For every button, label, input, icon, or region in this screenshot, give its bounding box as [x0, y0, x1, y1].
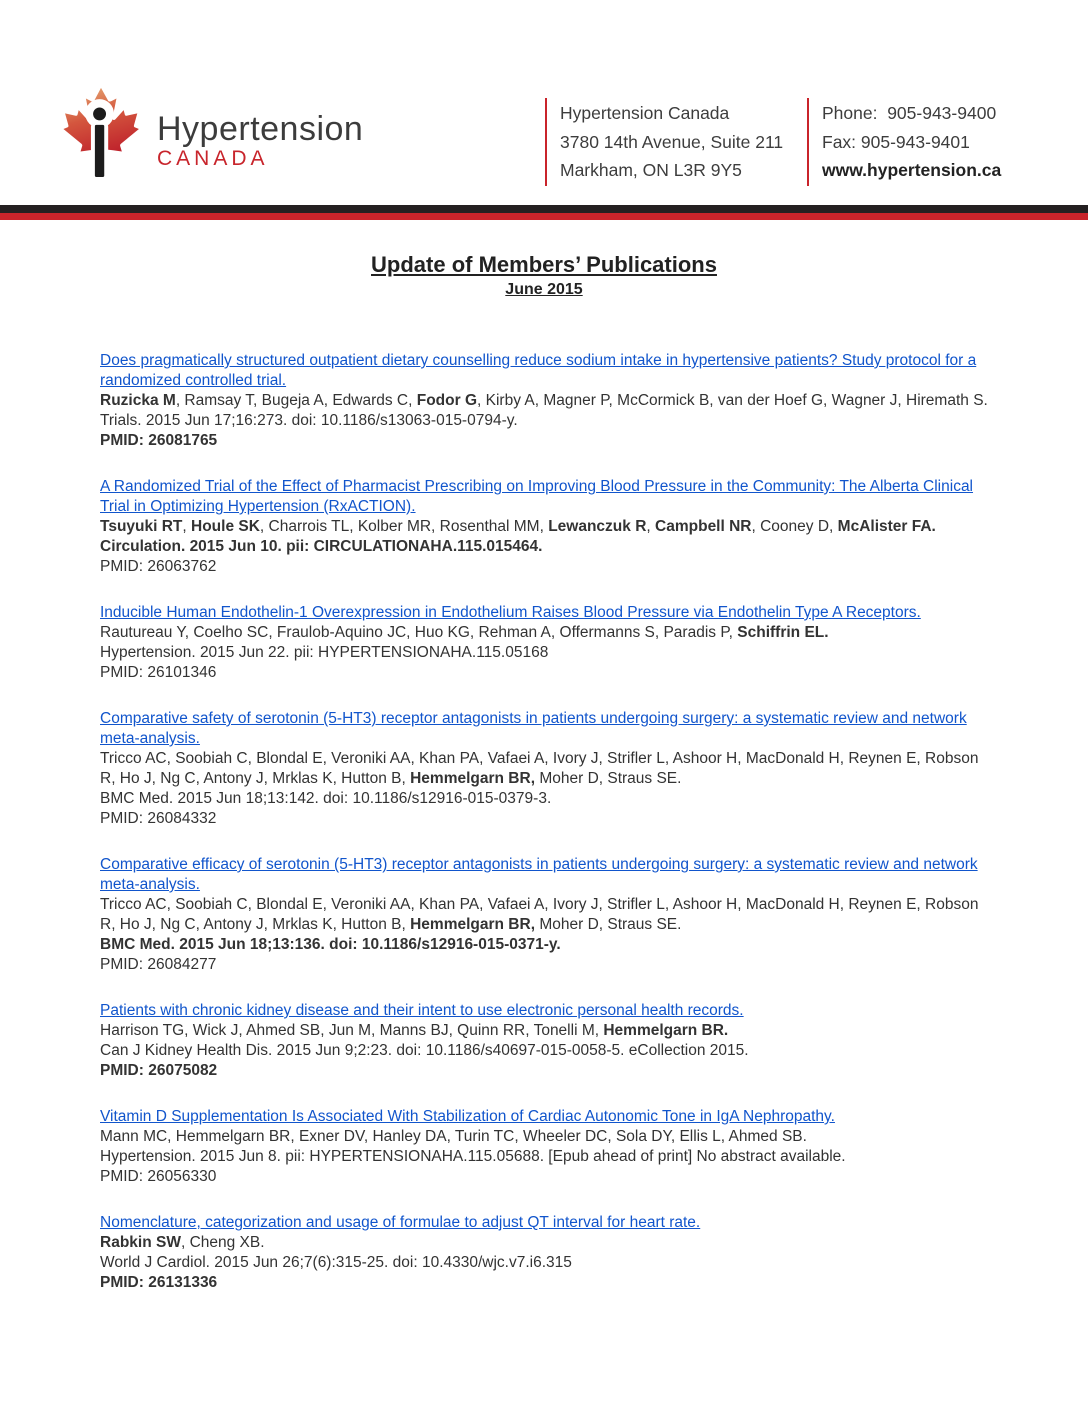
publication-pmid: PMID: 26081765 — [100, 432, 218, 449]
publication-pmid: PMID: 26075082 — [100, 1062, 218, 1079]
fax-number: Fax: 905-943-9401 — [822, 131, 970, 152]
address-street: 3780 14th Avenue, Suite 211 — [560, 131, 784, 152]
author-member-highlight: Rabkin SW — [100, 1234, 181, 1251]
publication-citation: Hypertension. 2015 Jun 22. pii: HYPERTENSIONAHA.115.05168 — [100, 644, 549, 661]
author-text: , Charrois TL, Kolber MR, Rosenthal MM, — [259, 518, 549, 535]
author-member-highlight: Ruzicka M — [100, 392, 176, 409]
publication-pmid: PMID: 26063762 — [100, 558, 217, 575]
author-member-highlight: Campbell NR — [655, 518, 752, 535]
author-text: Tricco AC, Soobiah C, Blondal E, Veroniki AA, Khan PA, Vafaei A, Ivory J, Strifler L, Ashoor H, MacDonald H, Reynen E, Robson R, Ho J, Ng C, Antony J, Mrklas K, Hutton B, — [100, 750, 979, 787]
publication-title-link[interactable]: Inducible Human Endothelin-1 Overexpression in Endothelium Raises Blood Pressure via Endothelin Type A Receptors. — [100, 604, 921, 621]
address-block — [560, 99, 783, 185]
header-divider-left — [545, 98, 547, 186]
publication-authors — [100, 623, 988, 643]
contact-block — [822, 99, 1001, 185]
publication-entry — [100, 855, 988, 975]
publication-pmid: PMID: 26101346 — [100, 664, 217, 681]
publication-title-link[interactable]: A Randomized Trial of the Effect of Pharmacist Prescribing on Improving Blood Pressure in the Community: The Alberta Clinical Trial in Optimizing Hypertension (RxACTION). — [100, 478, 974, 515]
author-member-highlight: Schiffrin EL. — [737, 624, 829, 641]
author-member-highlight: Hemmelgarn BR, — [410, 916, 536, 933]
divider-red-stripe — [0, 213, 1088, 220]
publication-title-link[interactable]: Patients with chronic kidney disease and their intent to use electronic personal health records. — [100, 1002, 744, 1019]
author-text: Mann MC, Hemmelgarn BR, Exner DV, Hanley DA, Turin TC, Wheeler DC, Sola DY, Ellis L, Ahmed SB. — [100, 1128, 807, 1145]
author-text: Harrison TG, Wick J, Ahmed SB, Jun M, Manns BJ, Quinn RR, Tonelli M, — [100, 1022, 604, 1039]
website-url: www.hypertension.ca — [822, 160, 1002, 180]
publication-authors — [100, 1127, 988, 1147]
publication-citation: Trials. 2015 Jun 17;16:273. doi: 10.1186/s13063-015-0794-y. — [100, 412, 518, 429]
phone-number: Phone: 905-943-9400 — [822, 103, 997, 123]
publications-list — [100, 351, 988, 1319]
author-text: Moher D, Straus SE. — [535, 770, 682, 787]
publication-entry — [100, 603, 988, 683]
author-text: , — [182, 518, 192, 535]
logo-text — [157, 111, 363, 171]
publication-authors — [100, 517, 988, 537]
author-text: , Cooney D, — [751, 518, 838, 535]
author-text: , Kirby A, Magner P, McCormick B, van der Hoef G, Wagner J, Hiremath S. — [477, 392, 988, 409]
author-member-highlight: Houle SK — [191, 518, 260, 535]
author-text: , — [646, 518, 656, 535]
hypertension-canada-logo — [55, 85, 363, 205]
author-text: , Ramsay T, Bugeja A, Edwards C, — [175, 392, 417, 409]
header-divider-right — [807, 98, 809, 186]
publication-citation: World J Cardiol. 2015 Jun 26;7(6):315-25. doi: 10.4330/wjc.v7.i6.315 — [100, 1254, 572, 1271]
publication-authors — [100, 749, 988, 789]
publication-citation: Circulation. 2015 Jun 10. pii: CIRCULATIONAHA.115.015464. — [100, 538, 543, 555]
author-member-highlight: Hemmelgarn BR, — [410, 770, 536, 787]
author-member-highlight: Lewanczuk R — [548, 518, 647, 535]
letterhead — [0, 0, 1088, 205]
document-title-block — [0, 252, 1088, 299]
publication-authors — [100, 895, 988, 935]
publication-title-link[interactable]: Comparative efficacy of serotonin (5-HT3) receptor antagonists in patients undergoing surgery: a systematic review and network meta-analysis. — [100, 856, 978, 893]
author-member-highlight: McAlister FA. — [837, 518, 936, 535]
publication-authors — [100, 1021, 988, 1041]
publication-entry — [100, 351, 988, 451]
logo-brand-country: CANADA — [157, 147, 269, 170]
publication-entry — [100, 1213, 988, 1293]
publication-entry — [100, 1107, 988, 1187]
author-text: , Cheng XB. — [180, 1234, 265, 1251]
publication-pmid: PMID: 26084277 — [100, 956, 217, 973]
maple-leaf-logo-icon — [55, 85, 147, 205]
publication-pmid: PMID: 26056330 — [100, 1168, 217, 1185]
document-subtitle: June 2015 — [505, 281, 583, 298]
logo-brand-name: Hypertension — [157, 110, 364, 148]
divider-black-stripe — [0, 205, 1088, 213]
publication-citation: BMC Med. 2015 Jun 18;13:136. doi: 10.1186/s12916-015-0371-y. — [100, 936, 561, 953]
publication-citation: BMC Med. 2015 Jun 18;13:142. doi: 10.1186/s12916-015-0379-3. — [100, 790, 552, 807]
publication-title-link[interactable]: Comparative safety of serotonin (5-HT3) receptor antagonists in patients undergoing surgery: a systematic review and network meta-analysis. — [100, 710, 967, 747]
address-org: Hypertension Canada — [560, 103, 730, 123]
author-member-highlight: Hemmelgarn BR. — [603, 1022, 729, 1039]
publication-citation: Can J Kidney Health Dis. 2015 Jun 9;2:23. doi: 10.1186/s40697-015-0058-5. eCollection 2015. — [100, 1042, 749, 1059]
publication-title-link[interactable]: Vitamin D Supplementation Is Associated With Stabilization of Cardiac Autonomic Tone in IgA Nephropathy. — [100, 1108, 835, 1125]
publication-authors — [100, 1233, 988, 1253]
publication-pmid: PMID: 26084332 — [100, 810, 217, 827]
author-text: Tricco AC, Soobiah C, Blondal E, Veroniki AA, Khan PA, Vafaei A, Ivory J, Strifler L, Ashoor H, MacDonald H, Reynen E, Robson R, Ho J, Ng C, Antony J, Mrklas K, Hutton B, — [100, 896, 979, 933]
publication-pmid: PMID: 26131336 — [100, 1274, 218, 1291]
publication-title-link[interactable]: Nomenclature, categorization and usage of formulae to adjust QT interval for heart rate. — [100, 1214, 701, 1231]
publication-authors — [100, 391, 988, 411]
publication-entry — [100, 1001, 988, 1081]
address-city: Markham, ON L3R 9Y5 — [560, 160, 742, 180]
author-member-highlight: Fodor G — [416, 392, 478, 409]
author-member-highlight: Tsuyuki RT — [100, 518, 183, 535]
publication-citation: Hypertension. 2015 Jun 8. pii: HYPERTENSIONAHA.115.05688. [Epub ahead of print] No abstract available. — [100, 1148, 846, 1165]
author-text: Moher D, Straus SE. — [535, 916, 682, 933]
author-text: Rautureau Y, Coelho SC, Fraulob-Aquino JC, Huo KG, Rehman A, Offermanns S, Paradis P, — [100, 624, 738, 641]
document-title: Update of Members’ Publications — [371, 252, 717, 277]
publication-title-link[interactable]: Does pragmatically structured outpatient dietary counselling reduce sodium intake in hypertensive patients? Study protocol for a randomized controlled trial. — [100, 352, 977, 389]
publication-entry — [100, 709, 988, 829]
publication-entry — [100, 477, 988, 577]
